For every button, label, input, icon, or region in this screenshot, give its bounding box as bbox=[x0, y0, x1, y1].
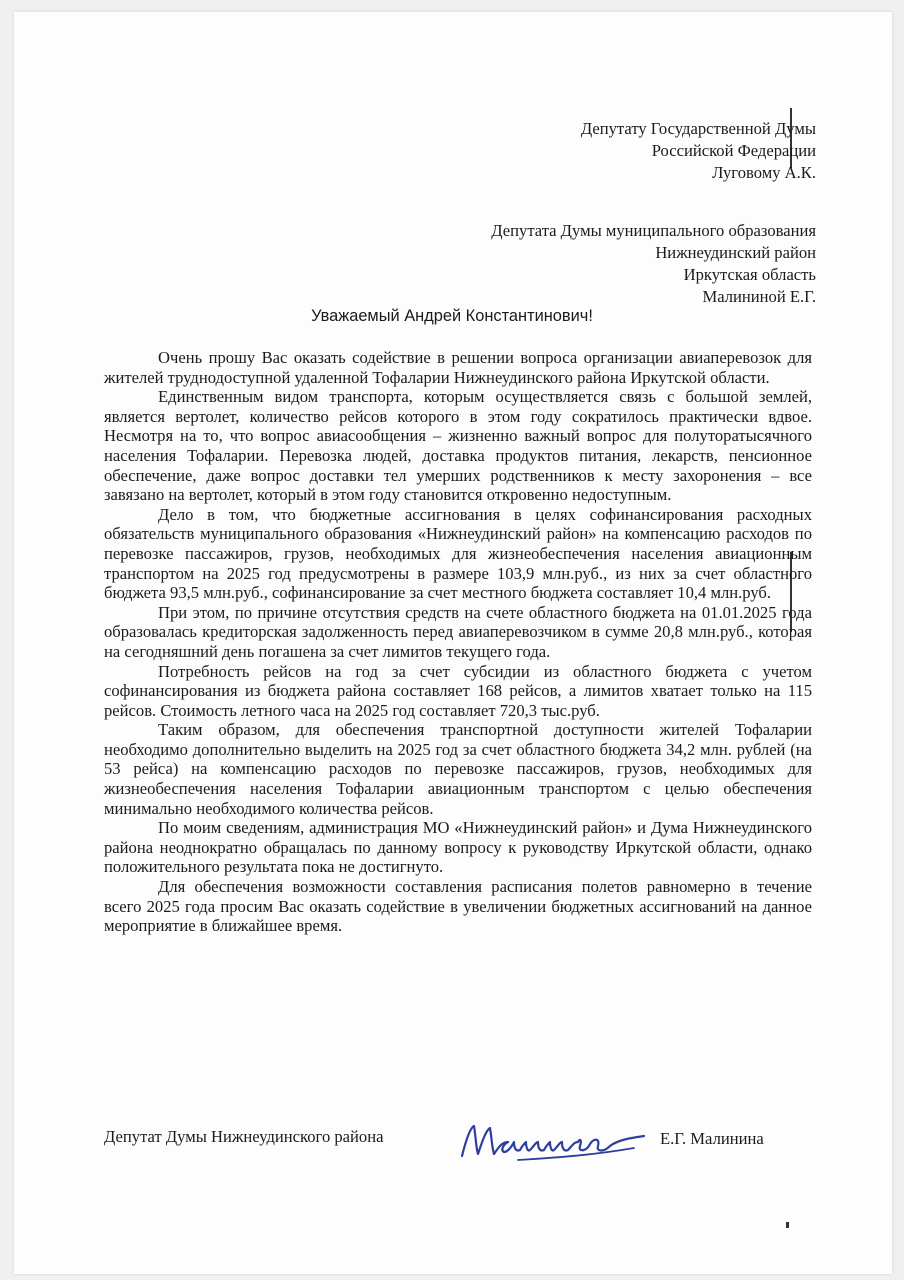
addressee-line: Российской Федерации bbox=[651, 141, 816, 160]
scan-dot bbox=[786, 1222, 789, 1228]
body-paragraph: Единственным видом транспорта, которым осуществляется связь с большой землей, является вертолет, количество рейсов которого в этом году сократилось практически вдвое. Несмотря на то, что вопрос авиасообщения – жизненно важный вопрос для полуторатысячного населения Тофаларии. Перевозка людей, доставка продуктов питания, лекарств, пенсионное обеспечение, даже вопрос доставки тел умерших родственников к месту захоронения – все завязано на вертолет, который в этом году становится откровенно недоступным. bbox=[104, 387, 812, 505]
sender-line: Депутата Думы муниципального образования bbox=[491, 221, 816, 240]
body-paragraph: Таким образом, для обеспечения транспортной доступности жителей Тофаларии необходимо дополнительно выделить на 2025 год за счет областного бюджета 34,2 млн. рублей (на 53 рейса) на компенсацию расходов по перевозке пассажиров, грузов, необходимых для жизнеобеспечения населения Тофаларии авиационным транспортом с целью обеспечения минимально необходимого количества рейсов. bbox=[104, 720, 812, 818]
body-paragraph: Дело в том, что бюджетные ассигнования в целях софинансирования расходных обязательств муниципального образования «Нижнеудинский район» на компенсацию расходов по перевозке пассажиров, грузов, необходимых для жизнеобеспечения населения авиационным транспортом на 2025 год предусмотрены в размере 103,9 млн.руб., из них за счет областного бюджета 93,5 млн.руб., софинансирование за счет местного бюджета составляет 10,4 млн.руб. bbox=[104, 504, 812, 603]
sender-line: Иркутская область bbox=[683, 265, 816, 284]
body-paragraph: Очень прошу Вас оказать содействие в решении вопроса организации авиаперевозок для жителей труднодоступной удаленной Тофаларии Нижнеудинского района Иркутской области. bbox=[104, 348, 812, 387]
body-paragraph: Потребность рейсов на год за счет субсидии из областного бюджета с учетом софинансирования из бюджета района составляет 168 рейсов, а лимитов хватает только на 115 рейсов. Стоимость летного часа на 2025 год составляет 720,3 тыс.руб. bbox=[104, 661, 812, 720]
salutation: Уважаемый Андрей Константинович! bbox=[311, 307, 593, 325]
signer-position: Депутат Думы Нижнеудинского района bbox=[104, 1127, 384, 1146]
sender-line: Нижнеудинский район bbox=[655, 243, 816, 262]
handwritten-signature bbox=[458, 1118, 648, 1164]
body-paragraph: При этом, по причине отсутствия средств на счете областного бюджета на 01.01.2025 года образовалась кредиторская задолженность перед авиаперевозчиком в сумме 20,8 млн.руб., которая на сегодняшний день погашена за счет лимитов текущего года. bbox=[104, 602, 812, 661]
body-paragraph: По моим сведениям, администрация МО «Нижнеудинский район» и Дума Нижнеудинского района неоднократно обращалась по данному вопросу к руководству Иркутской области, однако положительного результата пока не достигнуто. bbox=[104, 818, 812, 877]
letter-body bbox=[104, 348, 812, 936]
signature-block bbox=[104, 1118, 794, 1168]
body-paragraph: Для обеспечения возможности составления расписания полетов равномерно в течение всего 2025 года просим Вас оказать содействие в увеличении бюджетных ассигнований на данное мероприятие в ближайшее время. bbox=[104, 877, 812, 936]
signer-name: Е.Г. Малинина bbox=[660, 1129, 764, 1148]
addressee-block bbox=[491, 118, 816, 308]
sender-line: Малининой Е.Г. bbox=[702, 287, 816, 306]
addressee-line: Луговому А.К. bbox=[712, 163, 816, 182]
addressee-line: Депутату Государственной Думы bbox=[580, 119, 816, 138]
addressee-gap bbox=[491, 184, 816, 220]
